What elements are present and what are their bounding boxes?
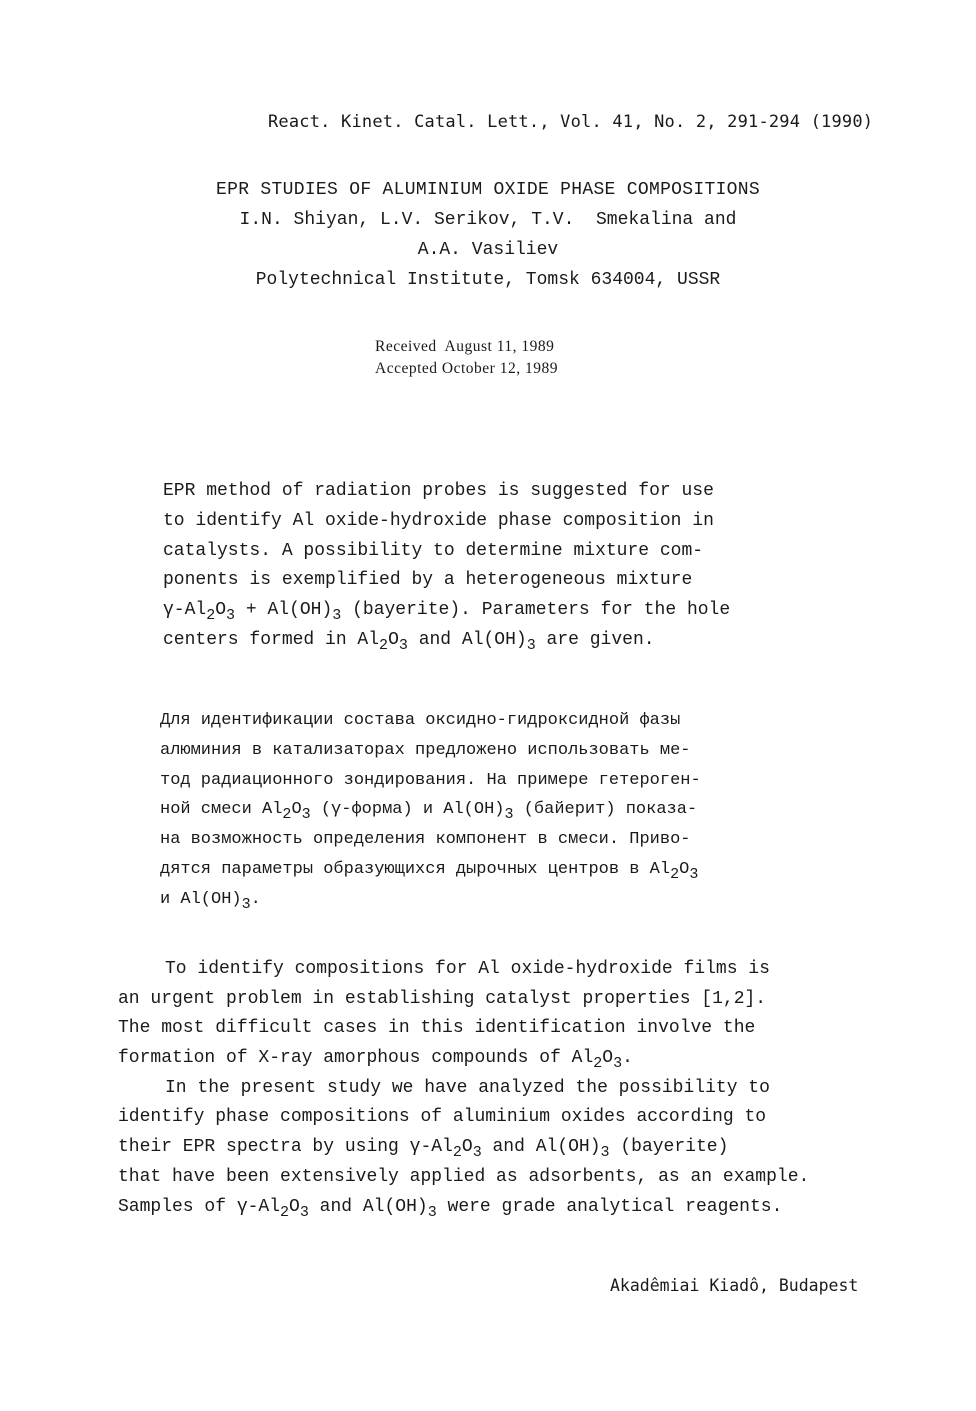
body-line: identify phase compositions of aluminium oxides according to xyxy=(118,1107,767,1128)
abstract-ru-line xyxy=(160,855,800,885)
abstract-en-line: ponents is exemplified by a heterogeneous mixture xyxy=(163,570,693,591)
subscript: 3 xyxy=(332,607,342,625)
abstract-en-line xyxy=(163,626,803,656)
submission-dates xyxy=(375,336,558,380)
affiliation: Polytechnical Institute, Tomsk 634004, USSR xyxy=(255,270,721,290)
body-line: To identify compositions for Al oxide-hydroxide films is xyxy=(165,959,770,979)
body-text xyxy=(118,955,878,1222)
subscript: 3 xyxy=(301,806,311,824)
abstract-en-line: catalysts. A possibility to determine mixture com- xyxy=(163,540,704,561)
text: were grade analytical reagents. xyxy=(436,1196,783,1217)
abstract-ru-line xyxy=(160,795,800,825)
subscript: 3 xyxy=(600,1144,610,1162)
text: O xyxy=(388,629,399,650)
subscript: 3 xyxy=(526,636,536,654)
text: (γ-форма) и Al(OH) xyxy=(310,800,505,820)
journal-citation: React. Kinet. Catal. Lett., Vol. 41, No. 2, 291-294 (1990) xyxy=(268,112,874,132)
text: are given. xyxy=(535,629,655,650)
body-line xyxy=(118,1133,878,1163)
paper-title: EPR STUDIES OF ALUMINIUM OXIDE PHASE COMPOSITIONS xyxy=(216,180,760,200)
text: дятся параметры образующихся дырочных центров в Al xyxy=(160,859,671,879)
subscript: 3 xyxy=(427,1203,437,1221)
text: O xyxy=(602,1048,614,1069)
abstract-russian xyxy=(160,706,800,915)
abstract-ru-line: алюминия в катализаторах предложено использовать ме- xyxy=(160,740,691,760)
text: . xyxy=(622,1048,633,1069)
abstract-en-line: EPR method of radiation probes is suggested for use xyxy=(163,481,714,501)
text: (bayerite). Parameters for the hole xyxy=(341,600,731,621)
subscript: 3 xyxy=(398,636,408,654)
body-line: an urgent problem in establishing catalyst properties [1,2]. xyxy=(118,988,767,1009)
text: and Al(OH) xyxy=(308,1196,428,1217)
subscript: 3 xyxy=(241,895,251,913)
text: γ-Al xyxy=(163,600,207,621)
text: O xyxy=(215,600,227,621)
subscript: 2 xyxy=(280,1203,290,1221)
body-line xyxy=(118,1193,878,1223)
text: O xyxy=(461,1137,473,1158)
text: centers formed in Al xyxy=(163,629,380,650)
authors-line-1: I.N. Shiyan, L.V. Serikov, T.V. Smekalina and xyxy=(239,210,737,230)
subscript: 3 xyxy=(226,607,236,625)
body-line: The most difficult cases in this identification involve the xyxy=(118,1018,756,1039)
abstract-english xyxy=(163,477,803,656)
subscript: 2 xyxy=(379,636,389,654)
authors-line-2: A.A. Vasiliev xyxy=(417,240,559,260)
abstract-ru-line: тод радиационного зондирования. На примере гетероген- xyxy=(160,770,701,790)
abstract-en-line: to identify Al oxide-hydroxide phase composition in xyxy=(163,510,714,531)
subscript: 3 xyxy=(472,1144,482,1162)
text: (байерит) показа- xyxy=(513,800,698,820)
abstract-en-line xyxy=(163,596,803,626)
text: their EPR spectra by using γ-Al xyxy=(118,1137,453,1158)
received-date: Received August 11, 1989 xyxy=(375,338,555,355)
body-line xyxy=(118,1044,878,1074)
subscript: 3 xyxy=(299,1203,309,1221)
subscript: 2 xyxy=(206,607,216,625)
abstract-ru-line: Для идентификации состава оксидно-гидроксидной фазы xyxy=(160,711,681,730)
subscript: 3 xyxy=(613,1055,623,1073)
subscript: 2 xyxy=(670,865,680,883)
text: Samples of γ-Al xyxy=(118,1196,281,1217)
accepted-date: Accepted October 12, 1989 xyxy=(375,360,558,377)
body-line: In the present study we have analyzed the possibility to xyxy=(165,1077,770,1098)
text: O xyxy=(679,859,690,879)
text: . xyxy=(250,889,261,909)
subscript: 2 xyxy=(593,1055,603,1073)
subscript: 2 xyxy=(452,1144,462,1162)
text: and Al(OH) xyxy=(481,1137,601,1158)
text: formation of X-ray amorphous compounds of Al xyxy=(118,1048,594,1069)
abstract-ru-line: на возможность определения компонент в смеси. Приво- xyxy=(160,830,691,850)
text: ной смеси Al xyxy=(160,800,283,820)
text: (bayerite) xyxy=(609,1137,729,1158)
text: and Al(OH) xyxy=(407,629,527,650)
subscript: 3 xyxy=(504,806,514,824)
subscript: 3 xyxy=(689,865,699,883)
text: + Al(OH) xyxy=(235,600,333,621)
body-line: that have been extensively applied as adsorbents, as an example. xyxy=(118,1166,810,1187)
text: O xyxy=(289,1196,300,1217)
subscript: 2 xyxy=(282,806,292,824)
text: и Al(OH) xyxy=(160,889,242,909)
publisher-imprint: Akadêmiai Kiadô, Budapest xyxy=(610,1276,859,1295)
abstract-ru-line xyxy=(160,885,800,915)
text: O xyxy=(291,800,302,820)
